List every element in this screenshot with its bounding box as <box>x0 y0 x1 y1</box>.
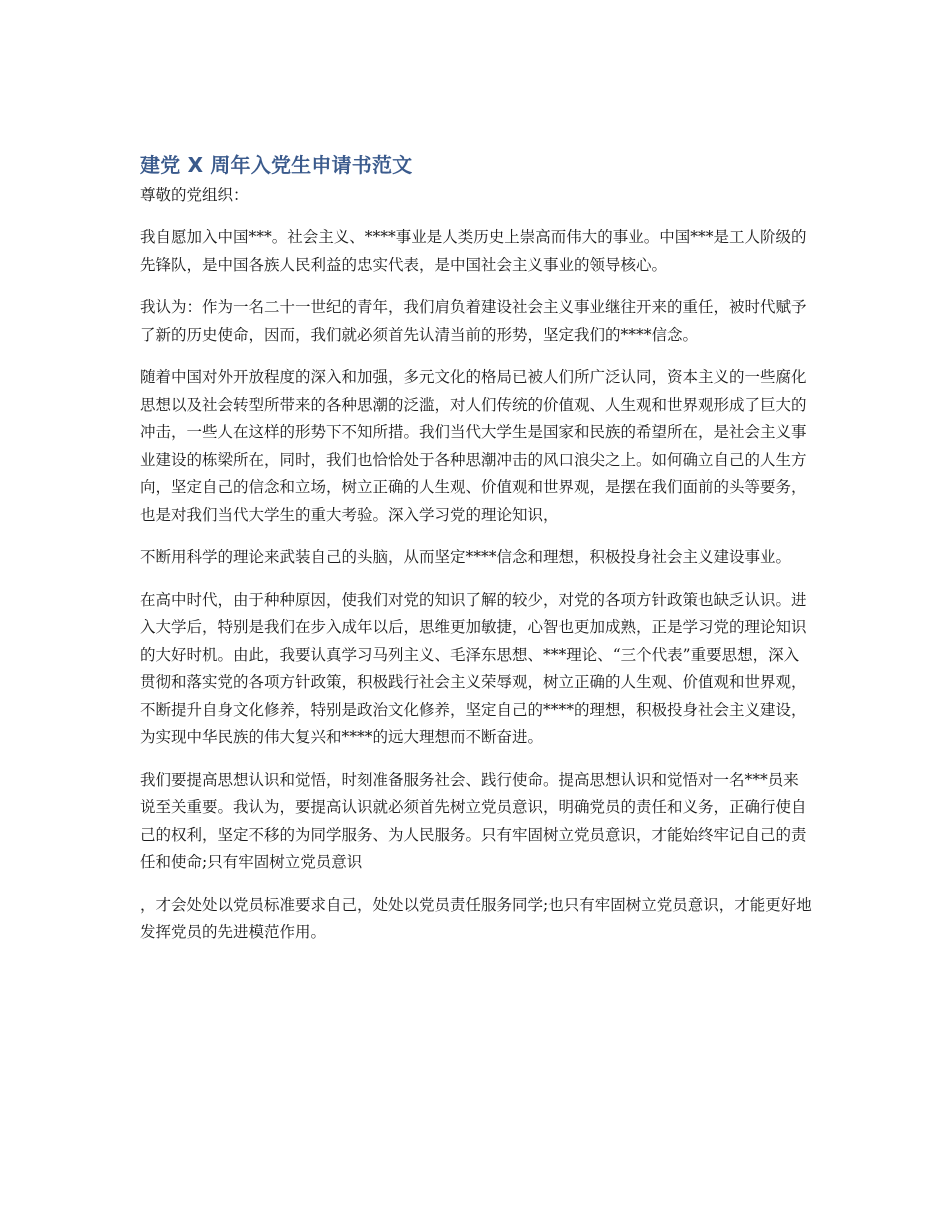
body-paragraph-7: ，才会处处以党员标准要求自己，处处以党员责任服务同学;也只有牢固树立党员意识，才能更好地发挥党员的先进模范作用。 <box>140 895 812 941</box>
body-paragraph-3: 随着中国对外开放程度的深入和加强，多元文化的格局已被人们所广泛认同，资本主义的一些腐化思想以及社会转型所带来的各种思潮的泛滥，对人们传统的价值观、人生观和世界观形成了巨大的冲击，一些人在这样的形势下不知所措。我们当代大学生是国家和民族的希望所在，是社会主义事业建设的栋梁所在，同时，我们也恰恰处于各种思潮冲击的风口浪尖之上。如何确立自己的人生方向，坚定自己的信念和立场，树立正确的人生观、价值观和世界观，是摆在我们面前的头等要务，也是对我们当代大学生的重大考验。深入学习党的理论知识， <box>140 368 807 524</box>
document-title: 建党 X 周年入党生申请书范文 <box>140 153 413 177</box>
body-paragraph-2: 我认为：作为一名二十一世纪的青年，我们肩负着建设社会主义事业继往开来的重任，被时代赋予了新的历史使命，因而，我们就必须首先认清当前的形势，坚定我们的****信念。 <box>140 298 807 344</box>
body-paragraph-4: 不断用科学的理论来武装自己的头脑，从而坚定****信念和理想，积极投身社会主义建设事业。 <box>140 548 792 566</box>
document-page <box>140 148 812 962</box>
salutation: 尊敬的党组织： <box>140 186 249 204</box>
body-paragraph-5: 在高中时代，由于种种原因，使我们对党的知识了解的较少，对党的各项方针政策也缺乏认识。进入大学后，特别是我们在步入成年以后，思维更加敏捷，心智也更加成熟，正是学习党的理论知识的大好时机。由此，我要认真学习马列主义、毛泽东思想、***理论、“三个代表”重要思想，深入贯彻和落实党的各项方针政策，积极践行社会主义荣辱观，树立正确的人生观、价值观和世界观，不断提升自身文化修养，特别是政治文化修养，坚定自己的****的理想，积极投身社会主义建设，为实现中华民族的伟大复兴和****的远大理想而不断奋进。 <box>140 590 807 746</box>
body-paragraph-6: 我们要提高思想认识和觉悟，时刻准备服务社会、践行使命。提高思想认识和觉悟对一名***员来说至关重要。我认为，要提高认识就必须首先树立党员意识，明确党员的责任和义务，正确行使自己的权利，坚定不移的为同学服务、为人民服务。只有牢固树立党员意识，才能始终牢记自己的责任和使命;只有牢固树立党员意识 <box>140 770 807 871</box>
body-paragraph-1: 我自愿加入中国***。社会主义、****事业是人类历史上崇高而伟大的事业。中国***是工人阶级的先锋队，是中国各族人民利益的忠实代表，是中国社会主义事业的领导核心。 <box>140 228 807 274</box>
